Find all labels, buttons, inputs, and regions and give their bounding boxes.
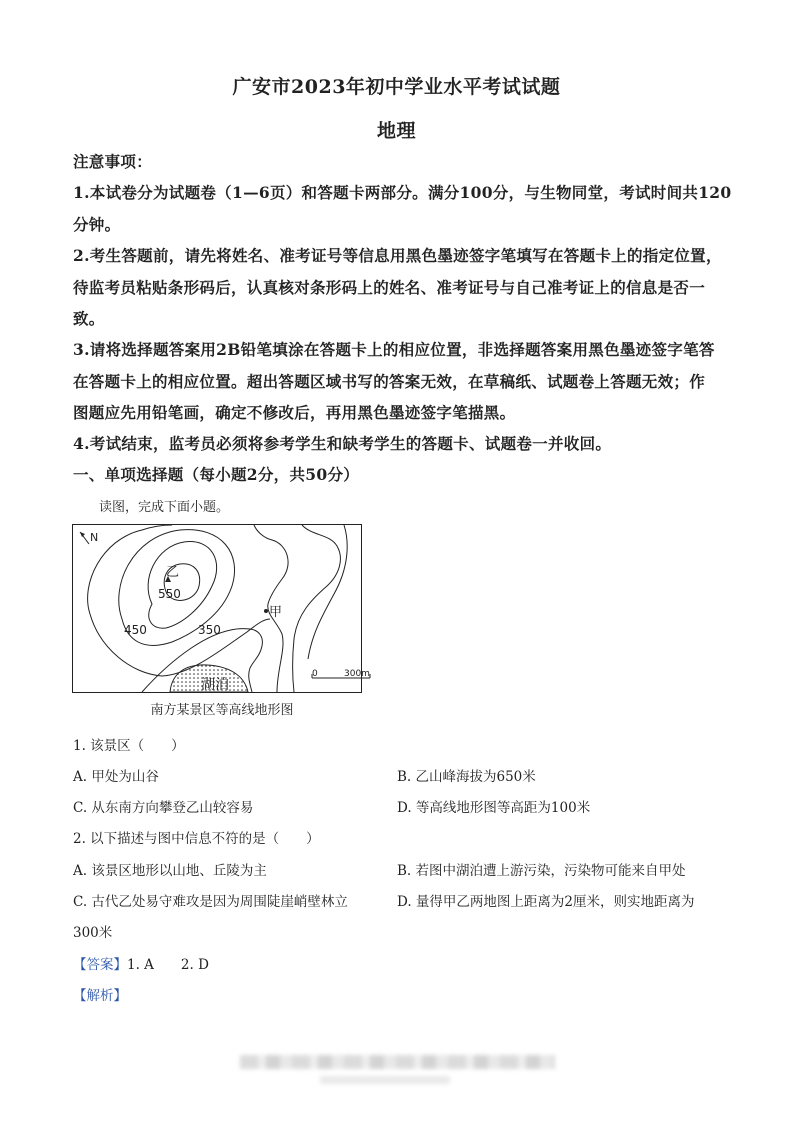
note-line: 1.本试卷分为试题卷（1—6页）和答题卡两部分。满分100分，与生物同堂，考试时间共120 [73,183,732,202]
contour-label-350: 350 [198,623,221,637]
north-label: N [90,531,99,544]
point-jia-icon [264,609,268,613]
exam-title: 广安市2023年初中学业水平考试试题 [232,76,561,98]
contour-label-450: 450 [124,623,147,637]
blurred-footer-secondary [320,1076,450,1084]
q1-option-d: D. 等高线地形图等高距为100米 [397,800,591,816]
question-1-stem: 1. 该景区（ ） [73,738,185,754]
q2-option-c: C. 古代乙处易守难攻是因为周围陡崖峭壁林立 [73,894,348,910]
contour-label-550: 550 [158,587,181,601]
subject-title: 地理 [376,120,416,142]
question-2-stem: 2. 以下描述与图中信息不符的是（ ） [73,831,320,847]
lake-label: 湖泊 [201,677,229,693]
scale-end: 300m [344,669,370,679]
note-line: 3.请将选择题答案用2B铅笔填涂在答题卡上的相应位置，非选择题答案用黑色墨迹签字笔答 [73,340,715,359]
answer-line [73,953,209,973]
q2-option-a: A. 该景区地形以山地、丘陵为主 [73,863,267,879]
q2-option-d: D. 量得甲乙两地图上距离为2厘米，则实地距离为 [397,894,695,910]
note-line: 待监考员粘贴条形码后，认真核对条形码上的姓名、准考证号与自己准考证上的信息是否一 [73,278,706,297]
note-line: 在答题卡上的相应位置。超出答题区域书写的答案无效，在草稿纸、试题卷上答题无效；作 [73,372,706,391]
q2-option-b: B. 若图中湖泊遭上游污染，污染物可能来自甲处 [397,863,686,879]
contour-map-figure [72,524,372,722]
contour-map [72,524,372,722]
q2-option-d-continued: 300米 [73,925,113,941]
note-line: 4.考试结束，监考员必须将参考学生和缺考学生的答题卡、试题卷一并收回。 [73,434,612,453]
map-caption: 南方某景区等高线地形图 [150,703,294,718]
section-intro: 读图，完成下面小题。 [99,500,230,515]
blurred-footer [240,1055,555,1069]
q1-option-c: C. 从东南方向攀登乙山较容易 [73,800,254,816]
scale-start: 0 [312,669,318,679]
note-line: 致。 [73,309,105,328]
note-line: 分钟。 [73,215,121,234]
analysis-tag: 【解析】 [73,988,127,1004]
peak-label: 乙 [166,565,180,580]
answer-tag: 【答案】 [73,957,127,973]
note-line: 图题应先用铅笔画，确定不修改后，再用黑色墨迹签字笔描黑。 [73,403,516,422]
answer-text: 1. A 2. D [127,957,209,973]
q1-option-a: A. 甲处为山谷 [73,769,159,785]
point-label: 甲 [269,605,283,620]
note-line: 2.考生答题前，请先将姓名、准考证号等信息用黑色墨迹签字笔填写在答题卡上的指定位置， [73,246,722,265]
notes-heading: 注意事项： [73,152,153,171]
q1-option-b: B. 乙山峰海拔为650米 [397,769,536,785]
section-heading: 一、单项选择题（每小题2分，共50分） [73,465,360,484]
